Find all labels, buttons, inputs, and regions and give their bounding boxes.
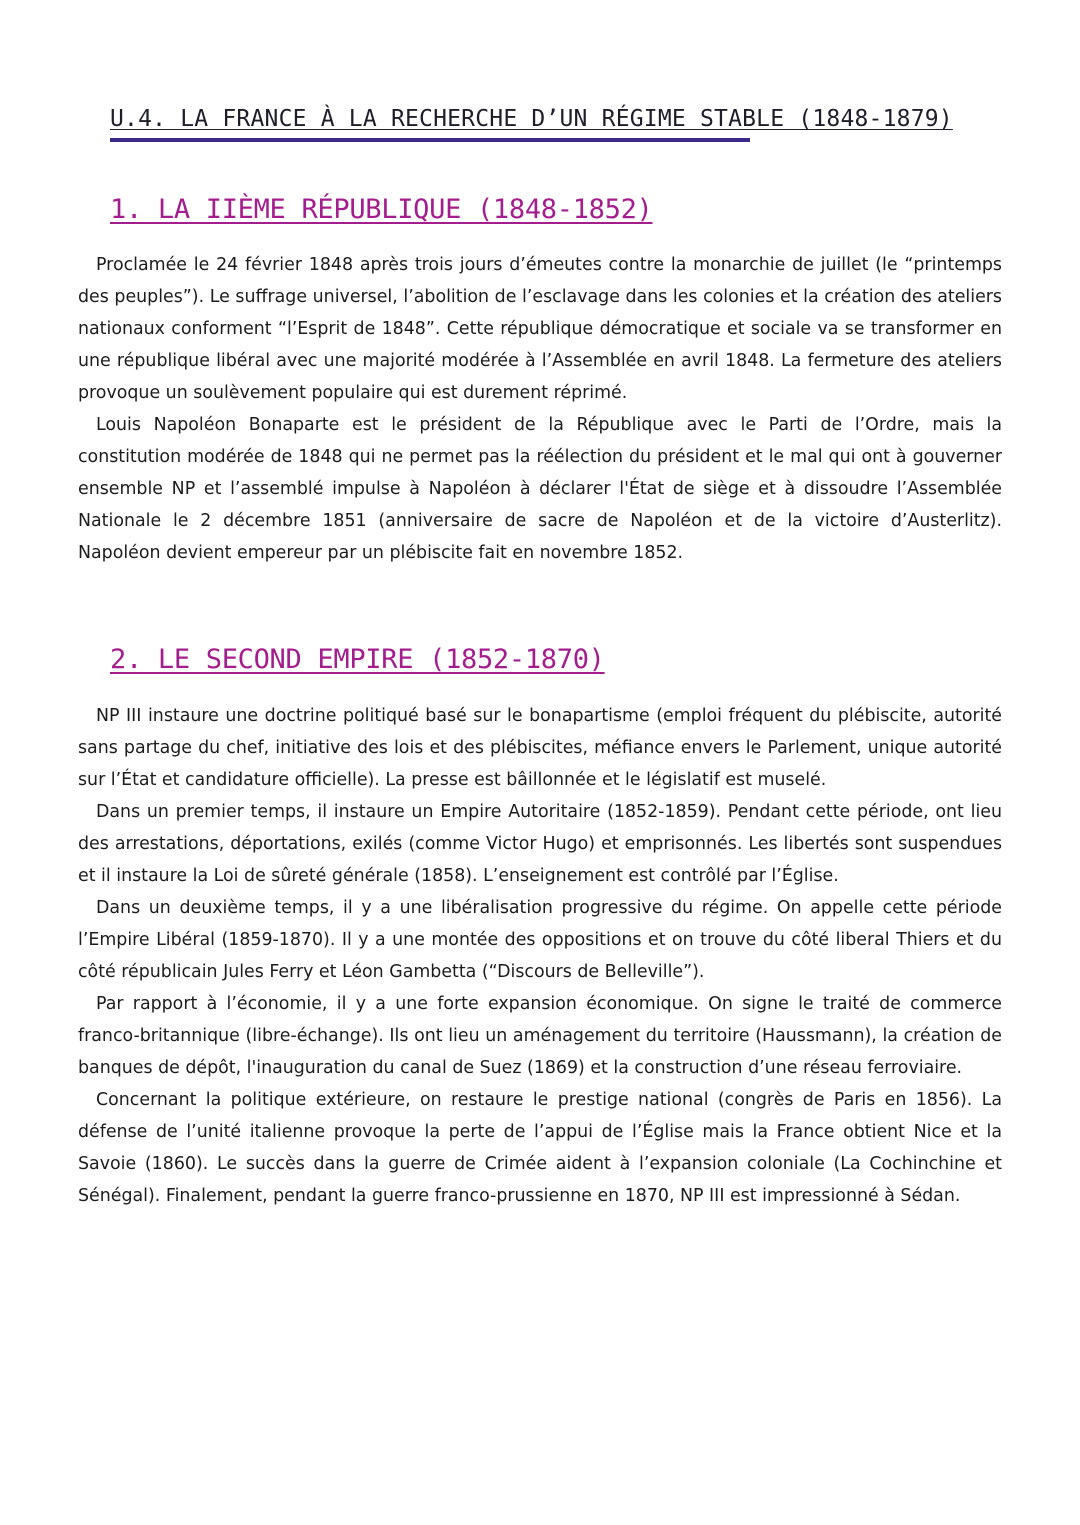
section-body-deuxieme-republique bbox=[78, 249, 1002, 569]
section-heading-second-empire: 2. LE SECOND EMPIRE (1852-1870) bbox=[110, 644, 605, 675]
paragraph: Proclamée le 24 février 1848 après trois jours d’émeutes contre la monarchie de juillet (le “printemps des peuples”). Le suffrage universel, l’abolition de l’esclavage dans les colonies et la création des ateliers nationaux conforment “l’Esprit de 1848”. Cette république démocratique et sociale va se transformer en une république libéral avec une majorité modérée à l’Assemblée en avril 1848. La fermeture des ateliers provoque un soulèvement populaire qui est durement réprimé. bbox=[78, 255, 1002, 403]
paragraph: Par rapport à l’économie, il y a une forte expansion économique. On signe le traité de commerce franco-britannique (libre-échange). Ils ont lieu un aménagement du territoire (Haussmann), la création de banques de dépôt, l'inauguration du canal de Suez (1869) et la construction d’une réseau ferroviaire. bbox=[78, 994, 1002, 1078]
section-heading-deuxieme-republique: 1. LA IIÈME RÉPUBLIQUE (1848-1852) bbox=[110, 194, 653, 225]
paragraph: Dans un premier temps, il instaure un Empire Autoritaire (1852-1859). Pendant cette période, ont lieu des arrestations, déportations, exilés (comme Victor Hugo) et emprisonnés. Les libertés sont suspendues et il instaure la Loi de sûreté générale (1858). L’enseignement est contrôlé par l’Église. bbox=[78, 802, 1002, 886]
paragraph: NP III instaure une doctrine politiqué basé sur le bonapartisme (emploi fréquent du plébiscite, autorité sans partage du chef, initiative des lois et des plébiscites, méfiance envers le Parlement, unique autorité sur l’État et candidature officielle). La presse est bâillonnée et le législatif est muselé. bbox=[78, 706, 1002, 790]
paragraph: Concernant la politique extérieure, on restaure le prestige national (congrès de Paris en 1856). La défense de l’unité italienne provoque la perte de l’appui de l’Église mais la France obtient Nice et la Savoie (1860). Le succès dans la guerre de Crimée aident à l’expansion coloniale (La Cochinchine et Sénégal). Finalement, pendant la guerre franco-prussienne en 1870, NP III est impressionné à Sédan. bbox=[78, 1090, 1002, 1206]
paragraph: Dans un deuxième temps, il y a une libéralisation progressive du régime. On appelle cette période l’Empire Libéral (1859-1870). Il y a une montée des oppositions et on trouve du côté liberal Thiers et du côté républicain Jules Ferry et Léon Gambetta (“Discours de Belleville”). bbox=[78, 898, 1002, 982]
page-title: U.4. LA FRANCE À LA RECHERCHE D’UN RÉGIME STABLE (1848-1879) bbox=[110, 104, 750, 142]
paragraph: Louis Napoléon Bonaparte est le président de la République avec le Parti de l’Ordre, mais la constitution modérée de 1848 qui ne permet pas la réélection du président et le mal qui ont à gouverner ensemble NP et l’assemblé impulse à Napoléon à déclarer l'État de siège et à dissoudre l’Assemblée Nationale le 2 décembre 1851 (anniversaire de sacre de Napoléon et de la victoire d’Austerlitz). Napoléon devient empereur par un plébiscite fait en novembre 1852. bbox=[78, 415, 1002, 563]
section-body-second-empire bbox=[78, 700, 1002, 1212]
